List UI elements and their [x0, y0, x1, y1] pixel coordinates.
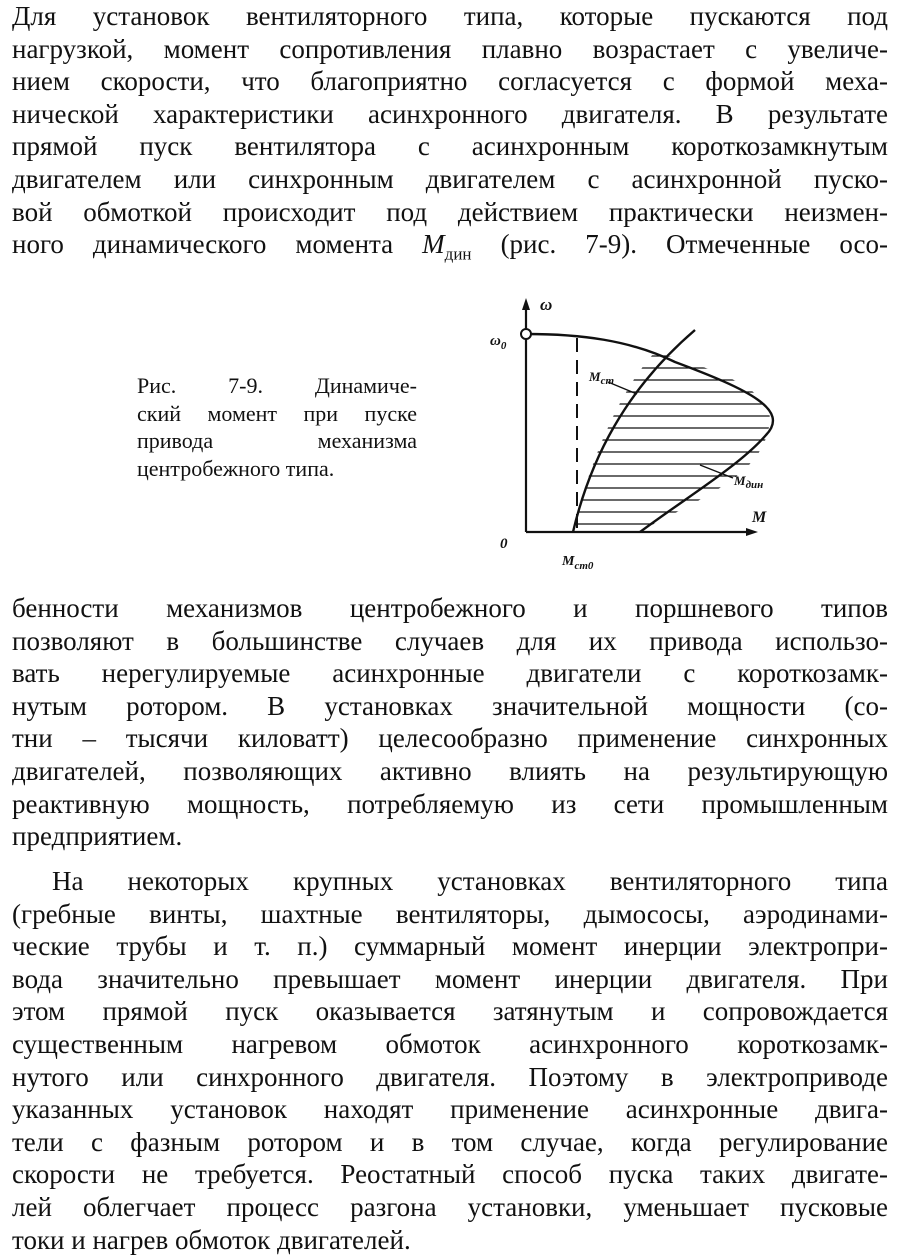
text-line: нием скорости, что благоприятно согласуется с формой меха- — [12, 66, 888, 97]
text-line: лей облегчает процесс разгона установки, уменьшает пусковые — [12, 1191, 888, 1222]
text-line: позволяют в большинстве случаев для их привода использо- — [12, 625, 888, 656]
label-zero: 0 — [500, 536, 508, 552]
text-line: двигателем или синхронным двигателем с асинхронной пуско- — [12, 163, 888, 194]
paragraph-bottom — [12, 865, 888, 1256]
label-m-axis: M — [752, 509, 767, 526]
motor-characteristic-curve — [526, 334, 773, 532]
text-line: указанных установок находят применение асинхронные двига- — [12, 1094, 888, 1125]
text-line: реактивную мощность, потребляемую из сети промышленным — [12, 788, 888, 819]
formula-symbol: M — [422, 229, 445, 260]
label-mst: $M_{ст}$ — [589, 369, 615, 387]
text-line: нутым ротором. В установках значительной мощности (со- — [12, 690, 888, 721]
caption-line: центробежного типа. — [137, 455, 335, 481]
label-mst0: $M_{ст0}$ — [562, 554, 594, 572]
text-line: ческие трубы и т. п.) суммарный момент инерции электропри- — [12, 931, 888, 962]
caption-line: привода механизма — [137, 428, 417, 453]
omega-axis-arrow — [522, 298, 530, 310]
load-characteristic-curve — [573, 330, 695, 532]
label-mdin: $M_{дин}$ — [734, 473, 764, 491]
label-omega: ω — [540, 295, 553, 314]
text-line: этом прямой пуск оказывается затянутым и сопровождается — [12, 996, 888, 1027]
figure-caption — [137, 372, 417, 482]
text-line: Для установок вентиляторного типа, которые пускаются под — [12, 1, 888, 31]
text-line: На некоторых крупных установках вентиляторного типа — [52, 866, 888, 896]
text-line: вода значительно превышает момент инерции двигателя. При — [12, 963, 888, 994]
text-line: тни – тысячи киловатт) целесообразно применение синхронных — [12, 723, 888, 754]
text-line: нутого или синхронного двигателя. Поэтому в электроприводе — [12, 1061, 888, 1092]
text-line: предприятием. — [12, 821, 183, 852]
text-line: нагрузкой, момент сопротивления плавно возрастает с увеличе- — [12, 33, 888, 64]
text-fragment: (рис. 7-9). Отмеченные осо- — [500, 229, 888, 260]
figure-diagram — [490, 290, 800, 590]
text-line: тели с фазным ротором и в том случае, когда регулирование — [12, 1126, 888, 1157]
paragraph-middle — [12, 592, 888, 853]
text-line: вать нерегулируемые асинхронные двигатели с короткозамк- — [12, 658, 888, 689]
formula-subscript: дин — [444, 244, 472, 264]
label-omega0: $\omega_0$ — [490, 333, 507, 352]
hatched-region — [520, 356, 790, 524]
caption-line: Рис. 7-9. Динамиче- — [137, 373, 417, 398]
text-line: (гребные винты, шахтные вентиляторы, дымососы, аэродинами- — [12, 898, 888, 929]
text-line: токи и нагрев обмоток двигателей. — [12, 1224, 411, 1255]
text-line-with-formula — [12, 228, 888, 271]
omega0-point — [521, 329, 531, 339]
paragraph-top — [12, 0, 888, 271]
text-line: нической характеристики асинхронного двигателя. В результате — [12, 98, 888, 129]
text-line: вой обмоткой происходит под действием практически неизмен- — [12, 196, 888, 227]
text-line: прямой пуск вентилятора с асинхронным короткозамкнутым — [12, 131, 888, 162]
text-fragment: ного динамического момента — [12, 229, 423, 260]
m-axis-arrow — [746, 528, 758, 536]
text-line: скорости не требуется. Реостатный способ пуска таких двигате- — [12, 1159, 888, 1190]
text-line: существенным нагревом обмоток асинхронного короткозамк- — [12, 1028, 888, 1059]
caption-line: ский момент при пуске — [137, 400, 417, 426]
text-line: двигателей, позволяющих активно влиять на результирующую — [12, 755, 888, 786]
text-line: бенности механизмов центробежного и поршневого типов — [12, 593, 888, 623]
